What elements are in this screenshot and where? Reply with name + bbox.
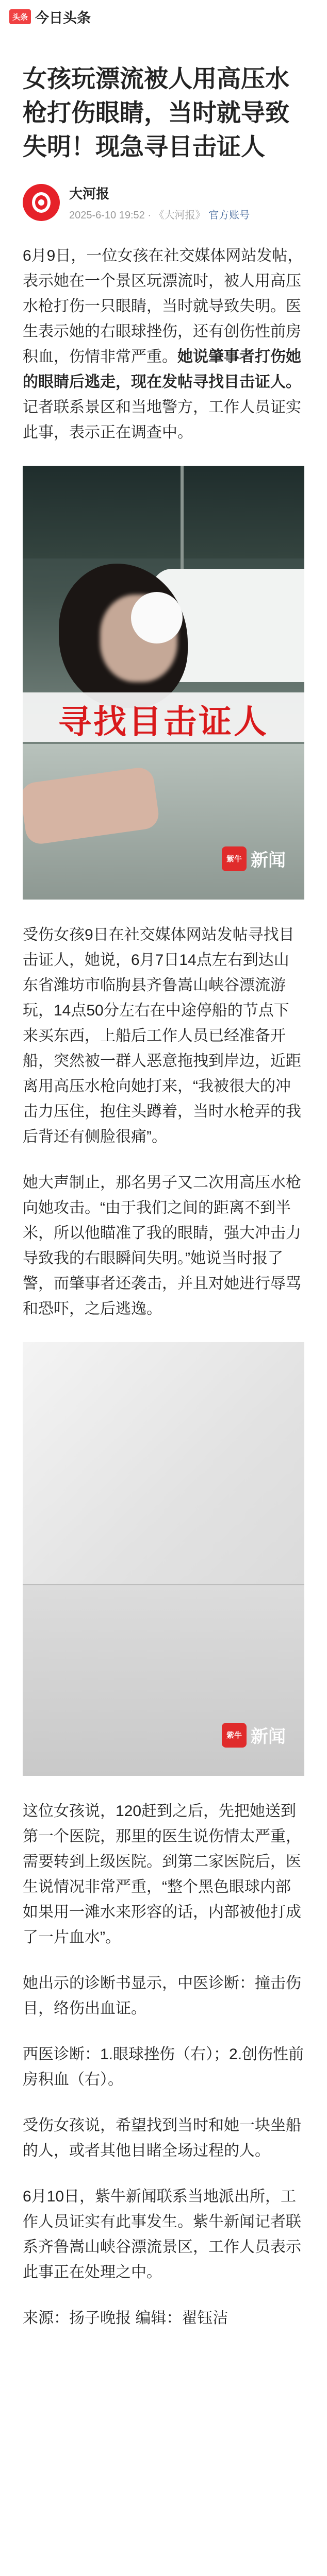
photo-background [23, 466, 304, 558]
paragraph-7: 受伤女孩说，希望找到当时和她一块坐船的人，或者其他目睹全场过程的人。 [23, 2117, 301, 2159]
author-avatar[interactable] [23, 184, 60, 221]
paragraph-3: 她大声制止，那名男子又二次用高压水枪向她攻击。“由于我们之间的距离不到半米，所以他瞄准了我的眼睛，强大冲击力导致我的右眼瞬间失明。”她说当时报了警，而肇事者还袭击，并且对她进行辱骂和恐吓，之后逃逸。 [23, 1174, 301, 1317]
ziniu-logo-icon: 紫牛 [222, 846, 247, 871]
avatar-dot-icon [38, 199, 44, 206]
paragraph-1-text-a: 6月9日，一位女孩在社交媒体网站发帖，表示她在一个景区玩漂流时，被人用高压水枪打伤一只眼睛，当时就导致失明。医生表示她的右眼球挫伤，还有创伤性前房积血，伤情非常严重。 [23, 247, 303, 365]
paragraph-5: 她出示的诊断书显示，中医诊断：撞击伤目，络伤出血证。 [23, 1975, 301, 2017]
eye-bandage [131, 592, 183, 643]
paragraph-6: 西医诊断：1.眼球挫伤（右）；2.创伤性前房积血（右）。 [23, 2046, 304, 2088]
paragraph-4: 这位女孩说，120赶到之后，先把她送到第一个医院，那里的医生说伤情太严重，需要转到上级医院。到第二家医院后，医生说情况非常严重，“整个黑色眼球内部如果用一滩水来形容的话，内部被他打成了一片血水”。 [23, 1803, 301, 1946]
bathroom-photo[interactable] [23, 1342, 304, 1776]
author-block[interactable] [23, 183, 304, 222]
toutiao-logo: 头条 [9, 9, 31, 24]
official-account-tag: 官方账号 [208, 210, 250, 221]
paragraph-1-text-c: 记者联系景区和当地警方，工作人员证实此事，表示正在调查中。 [23, 399, 301, 441]
paragraph-1 [23, 243, 304, 445]
watermark-text-2: 新闻 [251, 1726, 286, 1747]
hospital-photo[interactable] [23, 466, 304, 900]
ziniu-logo-icon-2: 紫牛 [222, 1723, 247, 1748]
floor-line [23, 1584, 304, 1585]
author-info [69, 183, 250, 222]
paragraph-2: 受伤女孩9日在社交媒体网站发帖寻找目击证人，她说，6月7日14点左右到达山东省潍坊市临朐县齐鲁嵩山峡谷漂流游玩，14点50分左右在中途停船的节点下来买东西，上船后工作人员已经准备开船，突然被一群人恶意拖拽到岸边，近距离用高压水枪向她打来，“我被很大的冲击力压住，抱住头蹲着，当时水枪弄的我后背还有侧脸很痛”。 [23, 926, 301, 1145]
author-name[interactable]: 大河报 [69, 186, 110, 201]
ziniu-news-watermark-2 [222, 1722, 286, 1748]
paragraph-1-bold: 她说肇事者打伤她的眼睛后逃走，现在发帖寻找目击证人。 [23, 348, 301, 391]
top-bar [0, 0, 327, 33]
app-name: 今日头条 [35, 10, 91, 26]
article-title: 女孩玩漂流被人用高压水枪打伤眼睛，当时就导致失明！现急寻目击证人 [23, 65, 289, 160]
seek-witness-text: 寻找目击证人 [58, 703, 269, 741]
paragraph-8: 6月10日，紫牛新闻联系当地派出所，工作人员证实有此事发生。紫牛新闻记者联系齐鲁嵩山峡谷漂流景区，工作人员表示此事正在处理之中。 [23, 2188, 301, 2281]
source-line: 来源：扬子晚报 编辑：翟钰洁 [23, 2310, 228, 2327]
watermark-text: 新闻 [251, 850, 286, 871]
author-meta [69, 207, 250, 222]
publish-time: 2025-6-10 19:52 · 《大河报》 [69, 210, 206, 221]
ziniu-news-watermark [222, 846, 286, 871]
